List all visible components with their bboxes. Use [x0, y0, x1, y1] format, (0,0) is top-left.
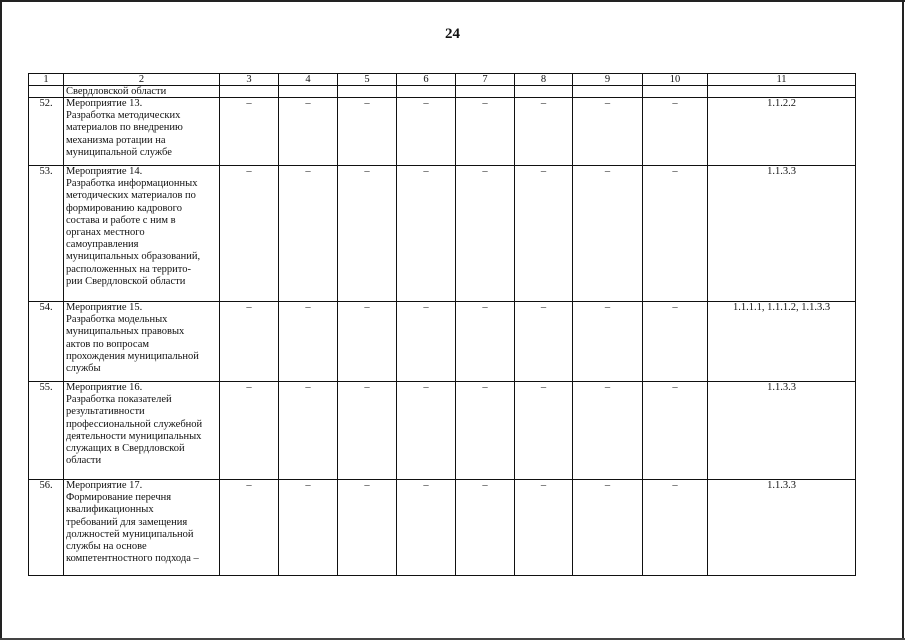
page-right-border	[902, 0, 904, 640]
value-cell: –	[220, 166, 279, 302]
description-line: Разработка информационных	[66, 178, 198, 190]
value-cell: –	[338, 166, 397, 302]
value-cell: –	[338, 98, 397, 166]
target-indicator-cell: 1.1.3.3	[708, 480, 856, 576]
value-cell: –	[279, 166, 338, 302]
row-number: 54.	[29, 302, 64, 382]
value-cell: –	[573, 480, 643, 576]
page-top-border	[0, 0, 905, 2]
description-line: профессиональной служебной	[66, 418, 203, 430]
value-cell: –	[643, 302, 708, 382]
value-cell: –	[456, 480, 515, 576]
description-line: актов по вопросам	[66, 338, 150, 350]
column-header-row	[29, 74, 856, 86]
value-cell: –	[456, 98, 515, 166]
description-line: состава и работе с ним в	[66, 214, 176, 226]
activity-rows	[29, 98, 856, 576]
description-line: Мероприятие 13.	[66, 98, 143, 109]
description-line: Мероприятие 14.	[66, 166, 143, 177]
table-cell	[279, 86, 338, 98]
activities-table	[28, 73, 856, 576]
description-line: формированию кадрового	[66, 202, 182, 214]
description-line: Мероприятие 17.	[66, 480, 143, 491]
column-header: 9	[573, 74, 643, 86]
description-line: методических материалов по	[66, 190, 196, 202]
description-line: органах местного	[66, 227, 145, 239]
value-cell: –	[220, 382, 279, 480]
table-row	[29, 480, 856, 576]
target-indicator-cell: 1.1.3.3	[708, 382, 856, 480]
value-cell: –	[279, 480, 338, 576]
value-cell: –	[573, 302, 643, 382]
description-line: самоуправления	[66, 239, 139, 251]
value-cell: –	[279, 98, 338, 166]
description-line: Мероприятие 15.	[66, 302, 143, 313]
value-cell: –	[515, 98, 573, 166]
description-line: Разработка показателей	[66, 394, 172, 406]
table-cell	[515, 86, 573, 98]
value-cell: –	[338, 480, 397, 576]
value-cell: –	[515, 166, 573, 302]
table-cell	[29, 86, 64, 98]
value-cell: –	[456, 166, 515, 302]
table-row	[29, 98, 856, 166]
description-line: муниципальной службе	[66, 146, 172, 158]
region-text: Свердловской области	[64, 86, 220, 98]
table-row	[29, 302, 856, 382]
description-line: должностей муниципальной	[66, 528, 194, 540]
value-cell: –	[220, 98, 279, 166]
value-cell: –	[338, 302, 397, 382]
description-line: Разработка методических	[66, 110, 181, 122]
description-line: механизма ротации на	[66, 134, 166, 146]
column-header: 4	[279, 74, 338, 86]
column-header: 2	[64, 74, 220, 86]
value-cell: –	[397, 98, 456, 166]
description-line: компетентностного подхода –	[66, 553, 199, 565]
description-line: Разработка модельных	[66, 314, 168, 326]
target-indicator-cell: 1.1.3.3	[708, 166, 856, 302]
value-cell: –	[643, 480, 708, 576]
description-line: материалов по внедрению	[66, 122, 183, 134]
row-number: 53.	[29, 166, 64, 302]
description-line: деятельности муниципальных	[66, 430, 202, 442]
description-line: квалификационных	[66, 504, 154, 516]
value-cell: –	[643, 98, 708, 166]
value-cell: –	[643, 382, 708, 480]
row-number: 55.	[29, 382, 64, 480]
value-cell: –	[220, 480, 279, 576]
table-cell	[456, 86, 515, 98]
description-line: службы на основе	[66, 541, 147, 553]
column-header: 6	[397, 74, 456, 86]
table-row	[29, 166, 856, 302]
value-cell: –	[456, 382, 515, 480]
page-left-border	[0, 0, 2, 640]
row-number: 56.	[29, 480, 64, 576]
value-cell: –	[573, 166, 643, 302]
value-cell: –	[515, 302, 573, 382]
description-line: прохождения муниципальной	[66, 350, 199, 362]
table-cell	[708, 86, 856, 98]
target-indicator-cell: 1.1.2.2	[708, 98, 856, 166]
value-cell: –	[573, 98, 643, 166]
page-number: 24	[445, 26, 460, 42]
column-header: 3	[220, 74, 279, 86]
value-cell: –	[397, 382, 456, 480]
activity-description	[64, 98, 220, 166]
value-cell: –	[515, 480, 573, 576]
description-line: Мероприятие 16.	[66, 382, 143, 393]
value-cell: –	[397, 480, 456, 576]
table-cell	[338, 86, 397, 98]
row-number: 52.	[29, 98, 64, 166]
activity-description	[64, 480, 220, 576]
column-header: 5	[338, 74, 397, 86]
description-line: требований для замещения	[66, 516, 188, 528]
column-header: 10	[643, 74, 708, 86]
column-header: 7	[456, 74, 515, 86]
activity-description	[64, 302, 220, 382]
value-cell: –	[397, 166, 456, 302]
value-cell: –	[456, 302, 515, 382]
description-line: муниципальных образований,	[66, 251, 201, 263]
value-cell: –	[515, 382, 573, 480]
target-indicator-cell: 1.1.1.1, 1.1.1.2, 1.1.3.3	[708, 302, 856, 382]
description-line: расположенных на террито-	[66, 263, 191, 275]
value-cell: –	[279, 302, 338, 382]
value-cell: –	[573, 382, 643, 480]
table-cell	[573, 86, 643, 98]
value-cell: –	[397, 302, 456, 382]
value-cell: –	[279, 382, 338, 480]
description-line: службы	[66, 363, 101, 375]
description-line: области	[66, 455, 102, 467]
description-line: результативности	[66, 406, 145, 418]
table-cell	[397, 86, 456, 98]
table-cell	[643, 86, 708, 98]
column-header: 8	[515, 74, 573, 86]
activity-description	[64, 166, 220, 302]
value-cell: –	[338, 382, 397, 480]
value-cell: –	[643, 166, 708, 302]
column-header: 11	[708, 74, 856, 86]
description-line: рии Свердловской области	[66, 275, 186, 287]
region-continuation-row	[29, 86, 856, 98]
value-cell: –	[220, 302, 279, 382]
description-line: Формирование перечня	[66, 492, 172, 504]
description-line: служащих в Свердловской	[66, 443, 185, 455]
column-header: 1	[29, 74, 64, 86]
description-line: муниципальных правовых	[66, 326, 185, 338]
activity-description	[64, 382, 220, 480]
table-cell	[220, 86, 279, 98]
table-row	[29, 382, 856, 480]
